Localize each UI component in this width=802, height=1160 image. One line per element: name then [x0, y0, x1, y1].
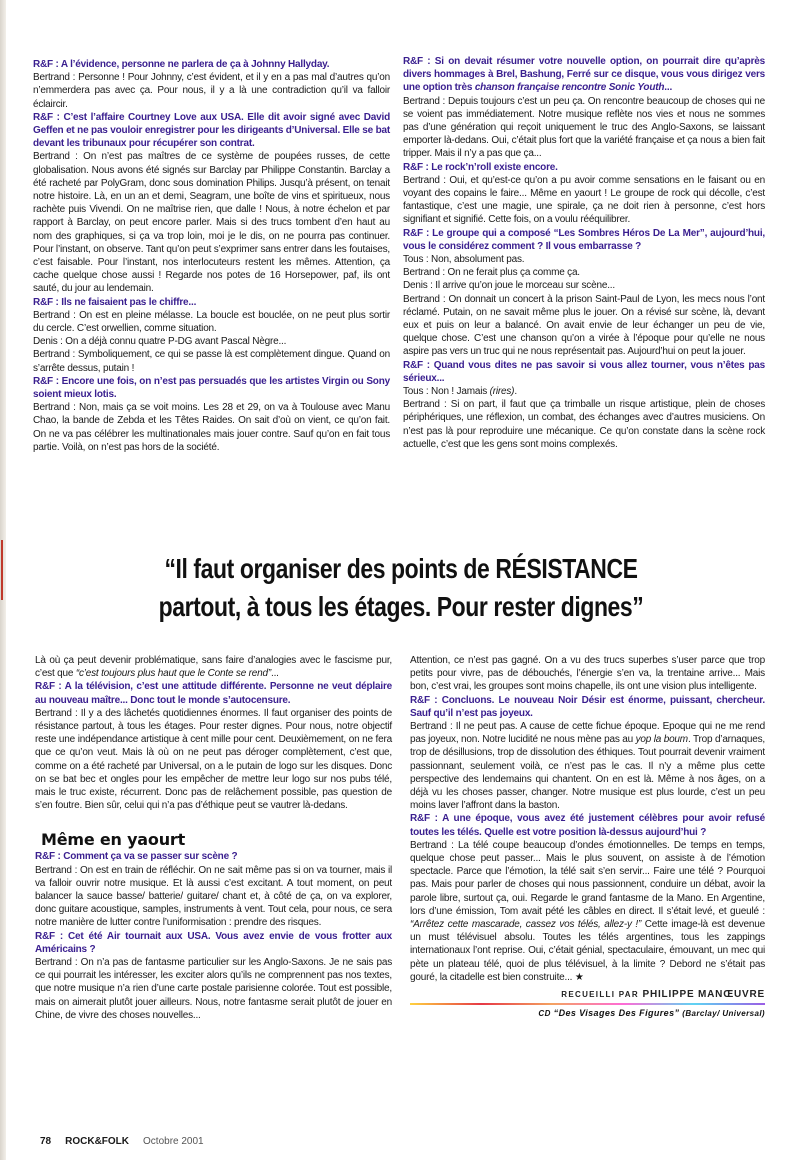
- paragraph-text: R&F : Le groupe qui a composé “Les Sombres Héros De La Mer”, aujourd’hui, vous le considérez comment ? Il vous embarrasse ?: [403, 227, 765, 252]
- paragraph-text: Bertrand : Il ne peut pas. A cause de cette fichue époque. Epoque qui ne me rend pas joyeux, non. Notre lucidité ne nous mène pas au: [410, 721, 765, 746]
- paragraph-tail: .: [514, 386, 517, 398]
- interview-answer: [33, 401, 390, 454]
- paragraph-text: Tous : Non, absolument pas.: [403, 254, 525, 266]
- column-bottom-right: [410, 654, 765, 1020]
- interview-question: [35, 850, 392, 863]
- interview-question: [33, 111, 390, 151]
- bottom-right-paragraphs: [410, 654, 765, 984]
- pull-quote: [72, 550, 730, 626]
- paragraph-text: R&F : Ils ne faisaient pas le chiffre...: [33, 296, 197, 308]
- italic-text: (rires): [489, 386, 515, 398]
- interview-question: [33, 58, 390, 71]
- rainbow-rule: [410, 1003, 765, 1005]
- interview-answer: [33, 348, 390, 374]
- paragraph-text: R&F : Encore une fois, on n’est pas persuadés que les artistes Virgin ou Sony soient mieux lotis.: [33, 375, 390, 401]
- paragraph-text: Bertrand : On donnait un concert à la prison Saint-Paul de Lyon, les mecs nous l’ont réclamé. Putain, on ne savait même plus le jouer. On a révisé sur scène, là, devant eux et puis on leur a balancé. On avait envie de leur échanger un peu de vie, quelque chose. C’est une chanson qu’on a virée à l’époque pour qu’elle ne nous aspire pas vers un truc qui ne nous représentait pas. Aujourd’hui on peut la jouer.: [403, 293, 765, 358]
- italic-text: yop la boum: [635, 734, 688, 746]
- credit-prefix: RECUEILLI PAR: [561, 990, 639, 1000]
- interview-question: [410, 694, 765, 720]
- column-top-left: [33, 58, 390, 454]
- paragraph-text: Denis : Il arrive qu’on joue le morceau sur scène...: [403, 280, 615, 292]
- pull-quote-line-2: partout, à tous les étages. Pour rester dignes”: [158, 591, 644, 622]
- interview-answer: [410, 839, 765, 984]
- paragraph-text: R&F : Le rock’n’roll existe encore.: [403, 161, 558, 173]
- paragraph-text: R&F : Cet été Air tournait aux USA. Vous avez envie de vous frotter aux Américains ?: [35, 930, 392, 955]
- interview-answer: [403, 385, 765, 398]
- interview-question: [403, 55, 765, 95]
- paragraph-text: R&F : Quand vous dites ne pas savoir si vous allez tourner, vous n’êtes pas sérieux...: [403, 359, 765, 384]
- interview-answer: [403, 95, 765, 161]
- paragraph-text: Bertrand : Symboliquement, ce qui se passe là est complètement dingue. Quand on s’arrête dessus, putain !: [33, 349, 390, 374]
- interview-answer: [410, 720, 765, 812]
- interview-question: [403, 227, 765, 253]
- paragraph-text: R&F : A la télévision, c’est une attitude différente. Personne ne veut déplaire au nouveau maître... Donc tout le monde s’autocensure.: [35, 681, 392, 706]
- cd-title: “Des Visages Des Figures”: [553, 1008, 680, 1019]
- cd-label: CD: [538, 1009, 551, 1019]
- paragraph-tail: ...: [270, 668, 279, 680]
- interview-answer: [33, 335, 390, 348]
- end-star-icon: ★: [574, 971, 584, 983]
- paragraph-text: Bertrand : On est en train de réfléchir. On ne sait même pas si on va tourner, mais il va falloir ouvrir notre musique. Et là aussi c’est excitant. A tout moment, on peut balancer la sauce basse/ batterie/ guitare/ chant et, à côté de ça, on va explorer, donc guitare acoustique, samples, instruments à vent. Tout cela, pour nous, ce sera notre manière de lutter contre l’uniformisation : prendre des risques.: [35, 864, 392, 929]
- paragraph-text: Bertrand : On n’est pas maîtres de ce système de poupées russes, de cette globalisation. Nous avons été signés sur Barclay par Philippe Constantin. Barclay a été racheté par PolyGram, donc sous domination Philips. Jusqu’à présent, on tenait notre histoire. Là, en un an et demi, Seagram, une boîte de vins et spiritueux, nous rachète puis Vivendi. On ne maîtrise rien, que dalle ! Nous, à notre échelon et par rapport à Barclay, on peut encore parler. Mais si des trucs tombent d’en haut au nom des graphiques, si ça va trop loin, moi je le dis, on ne pourra pas continuer. Pour l’instant, on observe. Tant qu’on peut s’exprimer sans entrer dans les foutaises, c’est faisable. Pour l’instant, nos interlocuteurs restent les mêmes. Attention, ça cache quelque chose aussi ! Regarde nos potes de 16 Horsepower, paf, ils ont sauté, du jour au lendemain.: [33, 151, 390, 295]
- paragraph-text: Bertrand : Non, mais ça se voit moins. Les 28 et 29, on va à Toulouse avec Manu Chao, la bande de Zebda et les Têtes Raides. On sait d’où on vient, ce qu’on fait. On ne va pas célébrer les multinationales mais jouer contre. Sauf qu’on en fait tous partie. Voilà, on n’est pas hors de la société.: [33, 402, 390, 453]
- interview-question: [33, 375, 390, 401]
- italic-text: chanson française rencontre Sonic Youth: [474, 82, 665, 94]
- interview-answer: [33, 71, 390, 111]
- interview-question: [35, 930, 392, 956]
- interview-answer: [410, 654, 765, 694]
- interview-answer: [35, 707, 392, 813]
- paragraph-text: Bertrand : Depuis toujours c’est un peu ça. On rencontre beaucoup de choses qui ne se voient pas immédiatement. Notre musique reflète nos vies et nous ne sommes pas d’une génération qui reçoit uniquement le truc des Anglo-Saxons, se laissant emporter là-dedans. Oui, c’était plus fort que la variété française et ça nous a bien fait tripper. Mais il n’y a pas que ça...: [403, 95, 765, 160]
- column-bottom-left: [35, 654, 392, 1022]
- italic-text: “c’est toujours plus haut que le Conte se rend”: [75, 668, 271, 680]
- paragraph-text: Bertrand : Oui, et qu’est-ce qu’on a pu avoir comme sensations en le faisant ou en voyant des copains le faire... Même en yaourt ! Le groupe de rock qui décolle, c’est fantastique, c’est une magie, une spirale, ça ne doit rien à personne, c’est hors signifiant et signifié. Cette fois, on a voulu rééquilibrer.: [403, 174, 765, 226]
- interview-question: [403, 161, 765, 174]
- paragraph-text: Attention, ce n’est pas gagné. On a vu des trucs superbes s’user parce que trop petits pour vivre, pas de débouchés, l’énergie s’en va, la trentaine arrive... Mais bon, c’est vrai, les groupes sont moins chapelle, ils ont une vision plus intelligente.: [410, 655, 765, 693]
- paragraph-text: R&F : Concluons. Le nouveau Noir Désir est énorme, puissant, chercheur. Sauf qu’il n’est pas joyeux.: [410, 694, 765, 719]
- paragraph-text: Là où ça peut devenir problématique, sans faire d’analogies avec le fascisme pur, c’est que: [35, 655, 392, 680]
- interview-answer: [33, 150, 390, 295]
- interview-answer: [35, 864, 392, 930]
- paragraph-text: R&F : A l’évidence, personne ne parlera de ça à Johnny Hallyday.: [33, 59, 330, 70]
- bottom-left-paragraphs-2: [35, 850, 392, 1022]
- paragraph-text: Bertrand : Personne ! Pour Johnny, c’est évident, et il y en a pas mal d’autres qu’on n’emmerdera pas avec ça. Pour nous, il y a là une contradiction qu’il va falloir éclaircir.: [33, 72, 390, 110]
- italic-text: “Arrêtez cette mascarade, cassez vos télés, allez-y !”: [410, 919, 642, 931]
- paragraph-text: Bertrand : Il y a des lâchetés quotidiennes énormes. Il faut organiser des points de résistance partout, à tous les étages. Pour rester dignes. Pour nous, notre objectif reste une indépendance artistique à cent mille pour cent. Deuxièmement, on ne fera que ce qu’on veut. Mais là où on ne peut pas déroger complètement, c’est que, comme on a été racheté par Universal, on a le putain de logo sur les disques. Donc on se bat bec et ongles pour les empêcher de mettre leur logo sur nos pubs télé, mais le truc existe, récurrent. Donc pas de relâchement possible, pas question de s’en foutre. Bien sûr, celui qui n’a pas d’éthique peut se vautrer là-dedans.: [35, 707, 392, 812]
- issue-date: Octobre 2001: [143, 1136, 204, 1147]
- paragraph-text: R&F : Si on devait résumer votre nouvelle option, on pourrait dire qu’après divers hommages à Brel, Bashung, Ferré sur ce disque, vous vous dirigez vers une option très: [403, 56, 765, 94]
- column-top-right: [403, 55, 765, 451]
- paragraph-text: Bertrand : La télé coupe beaucoup d’ondes émotionnelles. De temps en temps, quelque chose peut passer... Mais le plus souvent, on assiste à de l’émotion spectacle. Parce que l’émotion, la télé sait s’en servir... Faire une télé ? Pourquoi pas. Mais pour parler de choses qui nous passionnent, conduire un débat, avoir la parole libre, surtout ça, oui. Regarde le grand fantasme de la Mano. En Argentine, lors d’une émission, Tom avait pété les câbles en direct. Il s’était levé, et gueulé :: [410, 839, 765, 917]
- paragraph-text: Tous : Non ! Jamais: [403, 386, 490, 398]
- paragraph-text: Bertrand : On n’a pas de fantasme particulier sur les Anglo-Saxons. Je ne sais pas ce qui pourrait les intéresser, les exciter alors qu’ils ne comprennent pas nos textes, que notre musique n’a rien d’une carte postale parisienne colorée. Tout est possible, mais on aimerait plutôt jouer ailleurs. Nous, notre fantasme serait plutôt de jouer en Chine, de vivre des choses nouvelles...: [35, 957, 392, 1021]
- paragraph-text: Bertrand : Si on part, il faut que ça trimballe un risque artistique, plein de choses périphériques, une réflexion, un combat, des échanges avec d’autres musiciens. On n’est pas là pour reproduire une mécanique. Ce qu’on constate dans la scène rock actuelle, c’est que les gens sont moins complexés.: [403, 399, 765, 450]
- paragraph-text: Denis : On a déjà connu quatre P-DG avant Pascal Nègre...: [33, 336, 287, 348]
- interview-answer: [35, 654, 392, 680]
- page-edge-accent: [1, 540, 3, 600]
- paragraph-text: Bertrand : On ne ferait plus ça comme ça.: [403, 267, 580, 279]
- paragraph-text: R&F : A une époque, vous avez été justement célèbres pour avoir refusé toutes les télés. Quelle est votre position là-dessus aujourd’hui ?: [410, 813, 765, 838]
- interview-answer: [403, 398, 765, 451]
- interview-answer: [403, 279, 765, 292]
- cd-info: [410, 1007, 765, 1020]
- paragraph-tail: Cette image-là est devenue un must télévisuel absolu. Toutes les télés argentines, tous les zappings internationaux l’ont reprise. Oui, c’était génial, spectaculaire, émouvant, un mec qui pète un plateau télé, quoi de plus télévisuel, à la limite ? Debord ne s’était pas gouré, la citadelle est bien construite...: [410, 919, 765, 983]
- interview-answer: [403, 253, 765, 266]
- section-subhead: Même en yaourt: [41, 830, 186, 850]
- interview-question: [33, 296, 390, 309]
- page-footer: [40, 1136, 204, 1148]
- interview-question: [403, 359, 765, 385]
- paragraph-text: R&F : C’est l’affaire Courtney Love aux USA. Elle dit avoir signé avec David Geffen et ne pas vouloir enregistrer pour les dirigeants d’Universal. Elle se bat devant les tribunaux pour récupérer son contrat.: [33, 111, 390, 150]
- interview-question: [410, 812, 765, 838]
- paragraph-text: Bertrand : On est en pleine mélasse. La boucle est bouclée, on ne peut plus sortir du cercle. C’est orwellien, comme situation.: [33, 309, 390, 335]
- credit-author: PHILIPPE MANŒUVRE: [642, 989, 765, 1001]
- bottom-left-paragraphs: [35, 654, 392, 812]
- interview-answer: [403, 266, 765, 279]
- magazine-name: ROCK&FOLK: [65, 1136, 130, 1147]
- cd-record-label: (Barclay/ Universal): [682, 1009, 765, 1019]
- paragraph-tail: . Trop d’arnaques, trop de désillusions, trop de dissolution des éthiques. Tout pourrait devenir vraiment passionnant, seulement voilà, ce n’est pas le cas. Il n’y a même plus cette perspective des lendemains qui chantent. On en est là. Même à nos âges, on a déjà vu les choses passer, changer. Notre musique est plus lourde, c’est un peu moins laver l’affront dans la baston.: [410, 734, 765, 812]
- interview-credit: [410, 989, 765, 1001]
- page-number: 78: [40, 1136, 52, 1147]
- interview-question: [35, 680, 392, 706]
- interview-answer: [403, 174, 765, 227]
- paragraph-tail: ...: [664, 82, 673, 94]
- pull-quote-line-1: “Il faut organiser des points de RÉSISTANCE: [164, 553, 638, 584]
- interview-answer: [35, 956, 392, 1022]
- interview-answer: [33, 309, 390, 335]
- interview-answer: [403, 293, 765, 359]
- paragraph-text: R&F : Comment ça va se passer sur scène ?: [35, 851, 238, 863]
